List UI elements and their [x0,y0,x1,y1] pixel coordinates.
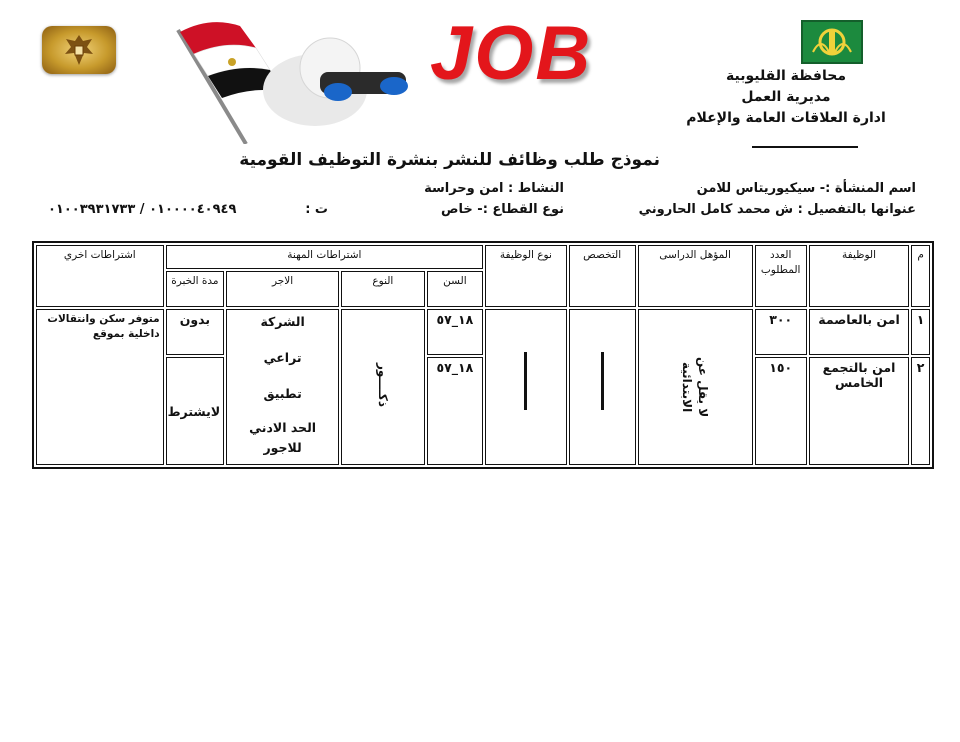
row-1-num: ١ [911,309,930,355]
table-row [36,309,930,355]
specialization-empty-mark [601,352,604,410]
directorate-name: مديرية العمل [741,89,831,105]
row-2-job: امن بالتجمع الخامس [809,357,909,465]
row-1-job: امن بالعاصمة [809,309,909,355]
table-row [36,357,930,465]
salary-line-1: الشركة [260,314,305,329]
col-header-num: م [911,245,930,307]
flag-eagle-icon [228,58,236,66]
gender-text: ذكــــور [375,363,390,407]
header-divider [752,146,858,148]
salary-line-3: تطبيق [263,386,302,401]
col-header-other-req: اشتراطات اخري [36,245,164,307]
company-sector: نوع القطاع :- خاص [441,202,564,217]
qalyubia-emblem-logo [801,20,863,64]
qualification-text: لا يقل عن الابتدائية [680,356,711,418]
job-type-empty-mark [524,352,527,410]
row-2-count: ١٥٠ [755,357,807,465]
row-1-age: ١٨_٥٧ [427,309,483,355]
row-1-count: ٣٠٠ [755,309,807,355]
col-header-salary: الاجر [226,271,339,307]
header-authority-block [656,66,916,129]
experience-cell-1: بدون [166,309,225,355]
eagle-icon [60,32,98,68]
col-header-profession-req: اشتراطات المهنة [166,245,484,269]
col-header-qualification: المؤهل الدراسى [638,245,753,307]
col-header-experience: مدة الخبرة [166,271,225,307]
col-header-specialization: التخصص [569,245,636,307]
salary-line-4: الحد الادني للاجور [249,420,317,455]
other-req-cell: متوفر سكن وانتقالات داخلية بموقع [36,309,164,465]
col-header-age: السن [427,271,483,307]
col-header-job-type: نوع الوظيفة [485,245,567,307]
col-header-job: الوظيفة [809,245,909,307]
phone-numbers: ٠١٠٠٠٠٤٠٩٤٩ / ٠١٠٠٣٩٣١٧٣٣ [48,202,237,217]
col-header-gender: النوع [341,271,425,307]
gear-wheat-icon [803,22,861,62]
salary-cell [226,309,339,465]
company-name: اسم المنشأة :- سيكيوريتاس للامن [696,181,916,196]
page-title: نموذج طلب وظائف للنشر بنشرة التوظيف القومية [239,150,660,170]
row-2-num: ٢ [911,357,930,465]
qualification-cell [638,309,753,465]
phone-label: ت : [305,202,328,217]
department-name: ادارة العلاقات العامة والإعلام [686,110,886,126]
experience-cell-2: لايشترط [166,357,225,465]
gender-cell [341,309,425,465]
table-header-row [36,245,930,269]
specialization-cell [569,309,636,465]
governorate-name: محافظة القليوبية [726,68,846,84]
egypt-emblem-logo [42,26,116,74]
salary-line-2: تراعي [263,350,302,365]
job-banner-text: JOB [430,11,593,96]
col-header-count: العدد المطلوب [755,245,807,307]
job-type-cell [485,309,567,465]
company-address: عنوانها بالتفصيل : ش محمد كامل الحاروني [638,202,916,217]
company-activity: النشاط : امن وحراسة [424,181,564,196]
jobs-table [32,241,934,469]
row-2-age: ١٨_٥٧ [427,357,483,465]
